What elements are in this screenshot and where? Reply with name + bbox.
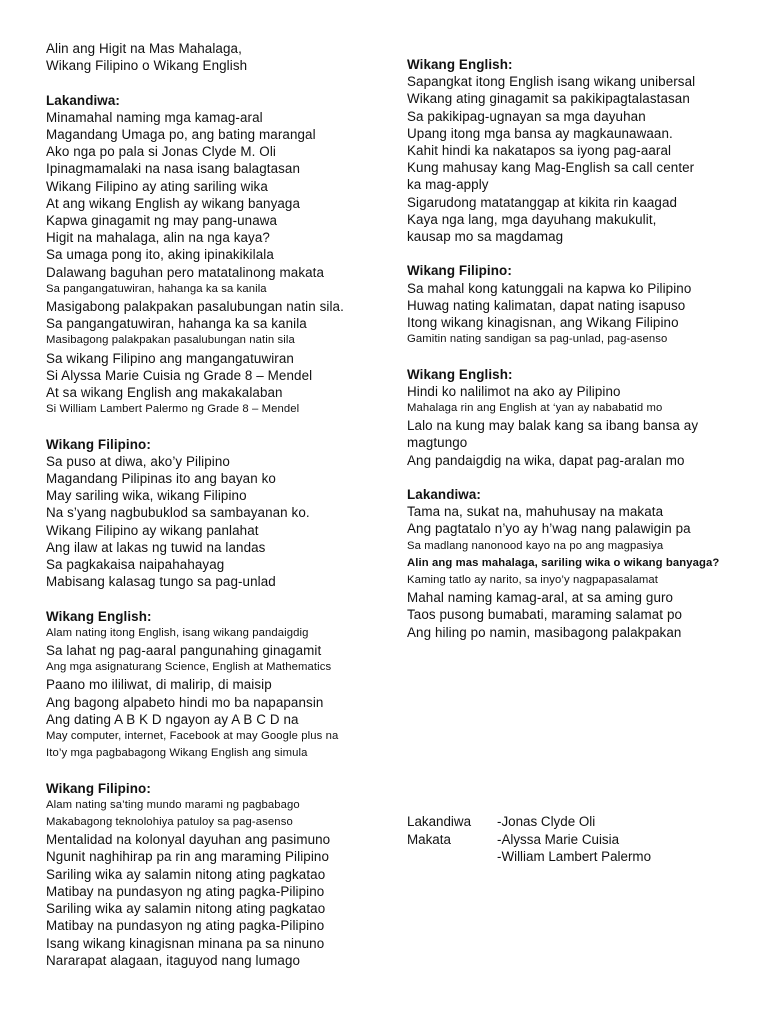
verse-line: Mahalaga rin ang English at ‘yan ay nababatid mo xyxy=(407,402,663,415)
verse-line: Ang hiling po namin, masibagong palakpakan xyxy=(407,624,682,640)
verse-line: Si William Lambert Palermo ng Grade 8 – Mendel xyxy=(46,403,300,416)
verse-line: Magandang Umaga po, ang bating marangal xyxy=(46,127,316,142)
credit-name: -Jonas Clyde Oli xyxy=(497,814,596,829)
verse-line: Sa puso at diwa, ako’y Pilipino xyxy=(46,453,230,469)
speaker-heading: Wikang Filipino: xyxy=(46,436,151,452)
verse-line: Masigabong palakpakan pasalubungan natin sila. xyxy=(46,299,344,315)
speaker-heading: Wikang Filipino: xyxy=(46,780,151,796)
verse-line: Matibay na pundasyon ng ating pagka-Pilipino xyxy=(46,918,325,934)
speaker-heading: Lakandiwa: xyxy=(46,92,120,108)
verse-line: magtungo xyxy=(407,435,468,451)
verse-line: Upang itong mga bansa ay magkaunawaan. xyxy=(407,125,673,141)
credit-row xyxy=(407,813,651,831)
verse-line: Kaya nga lang, mga dayuhang makukulit, xyxy=(407,211,657,227)
verse-line: Ang ilaw at lakas ng tuwid na landas xyxy=(46,539,266,555)
verse-line: Sa wikang Filipino ang mangangatuwiran xyxy=(46,350,294,366)
verse-line: Wikang Filipino ay ating sariling wika xyxy=(46,178,268,194)
credits xyxy=(407,813,651,866)
verse-line: Alin ang mas mahalaga, sariling wika o wikang banyaga? xyxy=(407,556,720,569)
speaker-heading: Lakandiwa: xyxy=(407,487,481,503)
verse-line: kausap mo sa magdamag xyxy=(407,229,564,245)
verse-line: Sa pakikipag-ugnayan sa mga dayuhan xyxy=(407,108,646,124)
verse-line: Sa madlang nanonood kayo na po ang magpasiya xyxy=(407,539,664,552)
verse-line: Itong wikang kinagisnan, ang Wikang Filipino xyxy=(407,315,679,331)
verse-line: Ang dating A B K D ngayon ay A B C D na xyxy=(46,711,299,727)
verse-line: Nararapat alagaan, itaguyod nang lumago xyxy=(46,952,301,968)
verse-line: Kung mahusay kang Mag-English sa call center xyxy=(407,160,695,176)
stanza-gap xyxy=(46,418,376,435)
verse-line: Isang wikang kinagisnan minana pa sa ninuno xyxy=(46,935,325,951)
verse-line: Alin ang Higit na Mas Mahalaga, xyxy=(46,41,242,56)
verse-line: Sigarudong matatanggap at kikita rin kaagad xyxy=(407,194,678,210)
verse-line: Tama na, sukat na, mahuhusay na makata xyxy=(407,504,664,520)
verse-line: Magandang Pilipinas ito ang bayan ko xyxy=(46,471,276,487)
verse-line: Alam nating itong English, isang wikang pandaigdig xyxy=(46,626,309,639)
verse-line: Ang bagong alpabeto hindi mo ba napapansin xyxy=(46,694,324,710)
verse-line: Hindi ko nalilimot na ako ay Pilipino xyxy=(407,383,621,399)
verse-line: Wikang Filipino ay wikang panlahat xyxy=(46,522,259,538)
verse-line: Matibay na pundasyon ng ating pagka-Pilipino xyxy=(46,883,325,899)
verse-line: Minamahal naming mga kamag-aral xyxy=(46,109,263,125)
speaker-heading: Wikang Filipino: xyxy=(407,263,512,279)
speaker-heading: Wikang English: xyxy=(407,366,513,382)
verse-line: Lalo na kung may balak kang sa ibang bansa ay xyxy=(407,418,699,434)
verse-line: Ang mga asignaturang Science, English at Mathematics xyxy=(46,661,332,674)
credit-role: Makata xyxy=(407,831,451,847)
verse-line: Gamitin nating sandigan sa pag-unlad, pag-asenso xyxy=(407,333,668,346)
credit-role: Lakandiwa xyxy=(407,814,472,829)
verse-line: Ako nga po pala si Jonas Clyde M. Oli xyxy=(46,144,276,160)
credit-name: -Alyssa Marie Cuisia xyxy=(497,831,620,847)
verse-line: Wikang ating ginagamit sa pakikipagtalastasan xyxy=(407,91,690,107)
verse-line: Ipinagmamalaki na nasa isang balagtasan xyxy=(46,161,301,177)
verse-line: May computer, internet, Facebook at may Google plus na xyxy=(46,730,339,743)
stanza-gap xyxy=(46,762,376,779)
verse-line: Sa pangangatuwiran, hahanga ka sa kanila xyxy=(46,282,267,295)
stanza-gap xyxy=(407,348,747,365)
verse-line: Si Alyssa Marie Cuisia ng Grade 8 – Mendel xyxy=(46,367,313,383)
verse-line: Sa umaga pong ito, aking ipinakikilala xyxy=(46,247,274,263)
verse-line: Sapangkat itong English isang wikang unibersal xyxy=(407,74,696,90)
credit-name: -William Lambert Palermo xyxy=(497,849,652,864)
verse-line: Sariling wika ay salamin nitong ating pagkatao xyxy=(46,901,326,917)
verse-line: Na s’yang nagbubuklod sa sambayanan ko. xyxy=(46,505,310,521)
verse-line: ka mag-apply xyxy=(407,177,489,193)
speaker-heading: Wikang English: xyxy=(407,57,513,72)
verse-line: Ang pandaigdig na wika, dapat pag-aralan mo xyxy=(407,452,685,468)
verse-line: Kapwa ginagamit ng may pang-unawa xyxy=(46,213,278,229)
verse-line: Kaming tatlo ay narito, sa inyo’y nagpapasalamat xyxy=(407,574,658,587)
left-column xyxy=(46,40,376,969)
stanza-gap xyxy=(407,245,747,262)
verse-line: Dalawang baguhan pero matatalinong makata xyxy=(46,264,325,280)
verse-line: Mentalidad na kolonyal dayuhan ang pasimuno xyxy=(46,832,331,848)
verse-line: Paano mo ililiwat, di malirip, di maisip xyxy=(46,677,272,693)
credit-row xyxy=(407,831,651,849)
verse-line: Sa mahal kong katunggali na kapwa ko Pilipino xyxy=(407,280,692,296)
verse-line: Taos pusong bumabati, maraming salamat po xyxy=(407,607,683,623)
verse-line: Ito’y mga pagbabagong Wikang English ang simula xyxy=(46,747,308,760)
verse-line: Sariling wika ay salamin nitong ating pagkatao xyxy=(46,866,326,882)
verse-line: Sa pagkakaisa naipahahayag xyxy=(46,557,225,573)
right-column xyxy=(407,56,747,641)
credit-role xyxy=(407,848,497,866)
verse-line: Makabagong teknolohiya patuloy sa pag-asenso xyxy=(46,816,293,829)
verse-line: At ang wikang English ay wikang banyaga xyxy=(46,195,301,211)
verse-line: Mahal naming kamag-aral, at sa aming guro xyxy=(407,590,674,606)
stanza-gap xyxy=(46,74,376,91)
stanza-gap xyxy=(407,469,747,486)
verse-line: Huwag nating kalimatan, dapat nating isapuso xyxy=(407,297,686,313)
verse-line: Masibagong palakpakan pasalubungan natin sila xyxy=(46,334,295,347)
verse-line: Sa pangangatuwiran, hahanga ka sa kanila xyxy=(46,316,307,332)
verse-line: At sa wikang English ang makakalaban xyxy=(46,385,283,401)
verse-line: Ngunit naghihirap pa rin ang maraming Pilipino xyxy=(46,849,329,865)
verse-line: Kahit hindi ka nakatapos sa iyong pag-aaral xyxy=(407,143,672,159)
verse-line: May sariling wika, wikang Filipino xyxy=(46,488,247,504)
verse-line: Ang pagtatalo n’yo ay h’wag nang palawigin pa xyxy=(407,521,691,537)
credit-row xyxy=(407,848,651,866)
verse-line: Alam nating sa’ting mundo marami ng pagbabago xyxy=(46,798,300,811)
verse-line: Mabisang kalasag tungo sa pag-unlad xyxy=(46,574,276,590)
stanza-gap xyxy=(46,590,376,607)
verse-line: Sa lahat ng pag-aaral pangunahing ginagamit xyxy=(46,643,322,659)
verse-line: Higit na mahalaga, alin na nga kaya? xyxy=(46,230,270,246)
verse-line: Wikang Filipino o Wikang English xyxy=(46,58,248,74)
speaker-heading: Wikang English: xyxy=(46,608,152,624)
